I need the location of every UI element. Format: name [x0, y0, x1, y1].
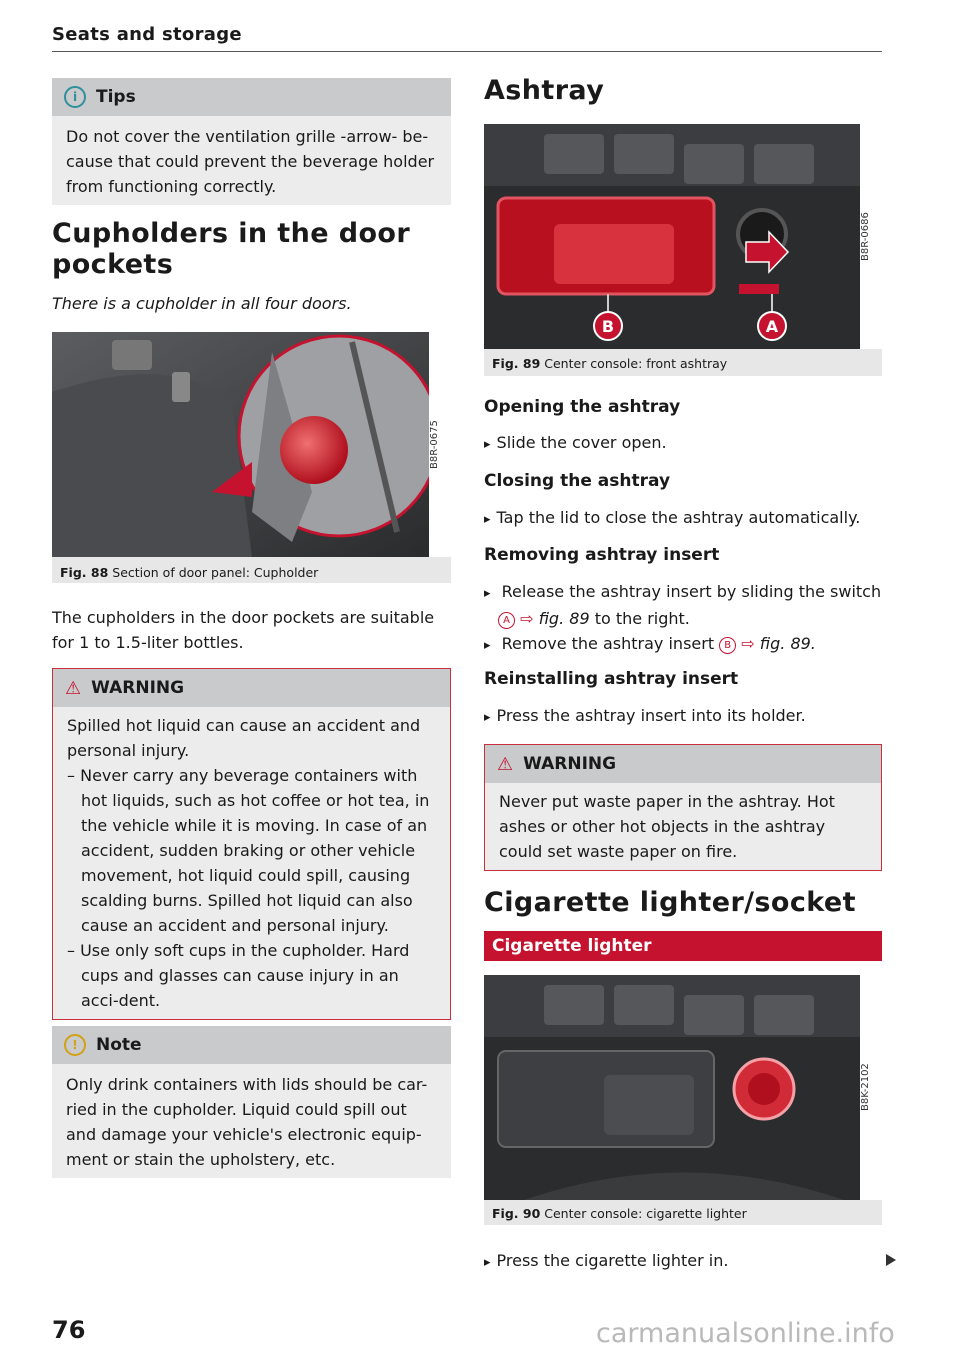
figure-label: Fig. 90	[492, 1206, 541, 1221]
figure-code: B8K-2102	[860, 975, 882, 1200]
reference-arrow-icon: ⇨	[520, 609, 534, 628]
tips-text: Do not cover the ventilation grille -arrow- be-cause that could prevent the beverage holder from functioning correctly.	[52, 116, 451, 205]
section-title-ashtray: Ashtray	[484, 75, 605, 106]
warning-box-left	[52, 668, 451, 1020]
warning-text: Never put waste paper in the ashtray. Hot ashes or other hot objects in the ashtray could set waste paper on fire.	[485, 783, 881, 870]
step-closing: ▸ Tap the lid to close the ashtray automatically.	[484, 505, 860, 532]
figure-reference-link[interactable]: fig. 89.	[759, 634, 816, 653]
marker-b-ref: B	[719, 637, 736, 654]
figure-caption	[492, 1206, 747, 1221]
door-panel-image	[52, 332, 429, 557]
warning-item: – Never carry any beverage containers with hot liquids, such as hot coffee or hot tea, in the vehicle while it is moving. In case of an accident, sudden braking or other vehicle movement, hot liquid could spill, causing scalding burns. Spilled hot liquid can also cause an accident and personal injury.	[67, 766, 430, 935]
section-intro: There is a cupholder in all four doors.	[52, 294, 352, 313]
note-text: Only drink containers with lids should be car-ried in the cupholder. Liquid could spill out and damage your vehicle's electronic equip-ment or stain the upholstery, etc.	[52, 1064, 451, 1178]
figure-caption-text: Section of door panel: Cupholder	[112, 565, 319, 580]
warning-body	[53, 707, 450, 1019]
figure-label: Fig. 88	[60, 565, 109, 580]
note-exclamation-icon: !	[64, 1034, 86, 1056]
warning-title: WARNING	[91, 678, 185, 698]
heading-reinstalling: Reinstalling ashtray insert	[484, 669, 739, 689]
step-reinstalling: ▸ Press the ashtray insert into its holder.	[484, 703, 806, 730]
watermark: carmanualsonline.info	[596, 1318, 895, 1349]
step-removing-2: ▸ Remove the ashtray insert B ⇨ fig. 89.	[484, 631, 882, 658]
figure-caption-text: Center console: front ashtray	[544, 356, 728, 371]
marker-a: A	[765, 317, 779, 336]
warning-header	[485, 745, 881, 783]
section-title-cigarette: Cigarette lighter/socket	[484, 887, 856, 918]
header-divider	[52, 51, 882, 52]
step-press-lighter: ▸ Press the cigarette lighter in.	[484, 1248, 728, 1275]
warning-triangle-icon: ⚠	[497, 753, 514, 775]
cigarette-lighter-illustration	[484, 975, 860, 1200]
marker-b: B	[601, 317, 615, 336]
subsection-bar-cigarette-lighter: Cigarette lighter	[484, 931, 882, 961]
removing-steps	[484, 579, 882, 658]
figure-88	[52, 332, 451, 583]
cigarette-lighter-image	[484, 975, 860, 1200]
heading-closing: Closing the ashtray	[484, 471, 671, 491]
section-title-cupholders: Cupholders in the door pockets	[52, 218, 411, 280]
warning-header	[53, 669, 450, 707]
figure-reference-link[interactable]: fig. 89	[538, 609, 590, 628]
ashtray-illustration	[484, 124, 860, 349]
info-icon: i	[64, 86, 86, 108]
tips-box	[52, 78, 451, 205]
step-removing-1-cont: A ⇨ fig. 89 to the right.	[484, 606, 882, 631]
warning-triangle-icon: ⚠	[65, 677, 82, 699]
figure-caption	[492, 356, 727, 371]
marker-a-ref: A	[498, 612, 515, 629]
figure-90	[484, 975, 882, 1225]
tips-header	[52, 78, 451, 116]
tips-title: Tips	[96, 87, 136, 107]
figure-label: Fig. 89	[492, 356, 541, 371]
figure-caption-text: Center console: cigarette lighter	[544, 1206, 747, 1221]
warning-title: WARNING	[523, 754, 617, 774]
figure-caption	[60, 565, 318, 580]
running-header: Seats and storage	[52, 24, 242, 45]
warning-box-right	[484, 744, 882, 871]
step-removing-1: ▸ Release the ashtray insert by sliding the switch	[484, 579, 882, 606]
note-title: Note	[96, 1035, 142, 1055]
heading-removing: Removing ashtray insert	[484, 545, 720, 565]
warning-item: – Use only soft cups in the cupholder. Hard cups and glasses can cause injury in an acci-dent.	[67, 941, 410, 1010]
page-number: 76	[52, 1316, 86, 1344]
note-header	[52, 1026, 451, 1064]
heading-opening: Opening the ashtray	[484, 397, 681, 417]
ashtray-image	[484, 124, 860, 349]
continue-arrow-icon	[886, 1254, 896, 1266]
door-panel-illustration	[52, 332, 429, 557]
cupholder-body-text: The cupholders in the door pockets are suitable for 1 to 1.5-liter bottles.	[52, 608, 435, 652]
figure-code: B8R-0675	[429, 332, 451, 557]
figure-code: B8R-0686	[860, 124, 882, 349]
note-box	[52, 1026, 451, 1178]
figure-89	[484, 124, 882, 376]
step-opening: ▸ Slide the cover open.	[484, 430, 667, 457]
reference-arrow-icon: ⇨	[741, 634, 755, 653]
warning-intro: Spilled hot liquid can cause an accident and personal injury.	[67, 716, 421, 760]
